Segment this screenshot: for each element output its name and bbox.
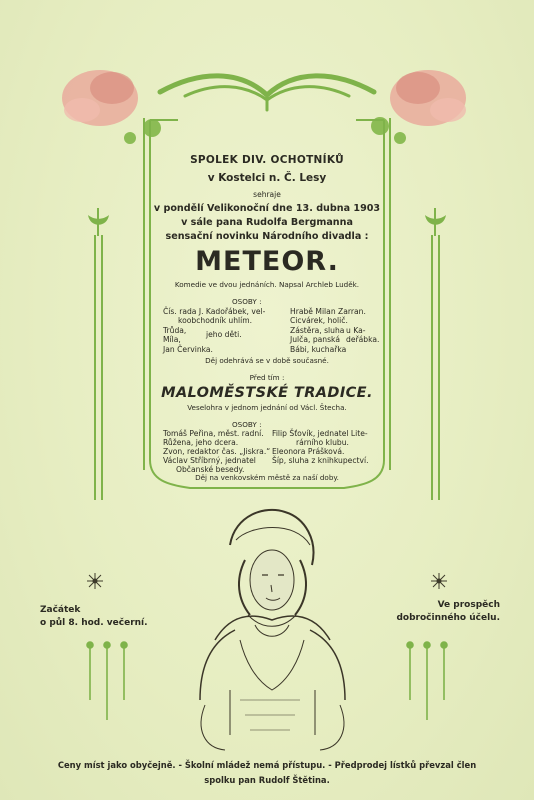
play1-cast-left-2: koobchodník uhlím.: [178, 316, 253, 325]
play2-cast-left-1: Tomáš Peřina, měst. radní.: [163, 429, 264, 438]
play1-cast-left-5: Jan Červinka.: [163, 345, 213, 354]
play1-cast-right-4: Julča, panská: [290, 335, 340, 344]
charity-value: dobročinného účelu.: [396, 613, 500, 623]
play1-subtitle: Komedie ve dvou jednáních. Napsal Archleb Luděk.: [174, 280, 360, 289]
play2-cast-left-4: Václav Stříbrný, jednatel: [163, 456, 256, 465]
play2-cast-left-3: Zvon, redaktor čas. „Jiskra.“: [163, 447, 271, 456]
play1-cast-label: OSOBY :: [232, 297, 262, 306]
start-time-value: o půl 8. hod. večerní.: [40, 618, 148, 628]
play2-setting: Děj na venkovském městě za naší doby.: [195, 473, 339, 482]
play1-right-note: u Ka- deřábka.: [346, 326, 380, 344]
play1-cast-right-1: Hrabě Milan Zarran.: [290, 307, 366, 316]
play2-cast-right-4: Šíp, sluha z knihkupectví.: [272, 456, 369, 465]
play1-cast-left-1: Čís. rada J. Kadořábek, vel-: [163, 307, 266, 316]
play2-cast-right-1: Filip Šťovík, jednatel Lite-: [272, 429, 368, 438]
bottom-notice-line2: spolku pan Rudolf Štětina.: [204, 775, 330, 785]
play2-cast-left-5: Občanské besedy.: [176, 465, 245, 474]
date-line: v pondělí Velikonoční dne 13. dubna 1903: [153, 203, 381, 214]
novelty-line: sensační novinku Národního divadla :: [165, 231, 369, 242]
top-vine-ornament-icon: [160, 76, 374, 110]
tulip-left-icon: [88, 208, 109, 236]
star-right-icon: [431, 573, 447, 589]
start-time-label: Začátek: [40, 605, 81, 615]
play1-cast-right-3: Zástěra, sluha: [290, 326, 345, 335]
society-location: v Kostelci n. Č. Lesy: [207, 172, 327, 184]
before-label: Před tím :: [249, 373, 285, 382]
play1-cast-left-4: Míla,: [163, 335, 181, 344]
flower-right-icon: [371, 70, 466, 144]
performs-label: sehraje: [253, 190, 281, 199]
play1-cast-right-2: Cicvárek, holič.: [290, 316, 348, 325]
woman-portrait-illustration: [200, 510, 345, 750]
society-name: SPOLEK DIV. OCHOTNÍKŮ: [190, 154, 344, 166]
play2-cast-left-2: Růžena, jeho dcera.: [163, 438, 239, 447]
flower-left-icon: [62, 70, 161, 144]
venue-line: v sále pana Rudolfa Bergmanna: [181, 217, 353, 228]
play2-subtitle: Veselohra v jednom jednání od Václ. Štecha.: [187, 403, 347, 412]
star-left-icon: [87, 573, 103, 589]
play2-cast-right-3: Eleonora Prášková.: [272, 447, 345, 456]
tulip-right-icon: [425, 208, 446, 236]
play1-cast-right-5: Bábi, kuchařka: [290, 345, 347, 354]
play1-title: METEOR.: [195, 246, 339, 277]
play2-cast-label: OSOBY :: [232, 420, 262, 429]
play2-cast-right-2: rárního klubu.: [296, 438, 349, 447]
play2-title: MALOMĚSTSKÉ TRADICE.: [161, 385, 373, 401]
play1-setting: Děj odehrává se v době současné.: [205, 356, 329, 365]
bottom-notice-line1: Ceny míst jako obyčejně. - Školní mládež nemá přístupu. - Předprodej lístků převzal člen: [57, 760, 477, 770]
play1-brace-note: jeho děti.: [206, 330, 242, 339]
charity-label: Ve prospěch: [437, 600, 500, 610]
play1-cast-left-3: Trůda,: [163, 326, 187, 335]
bottom-pin-ornaments: [87, 642, 447, 720]
